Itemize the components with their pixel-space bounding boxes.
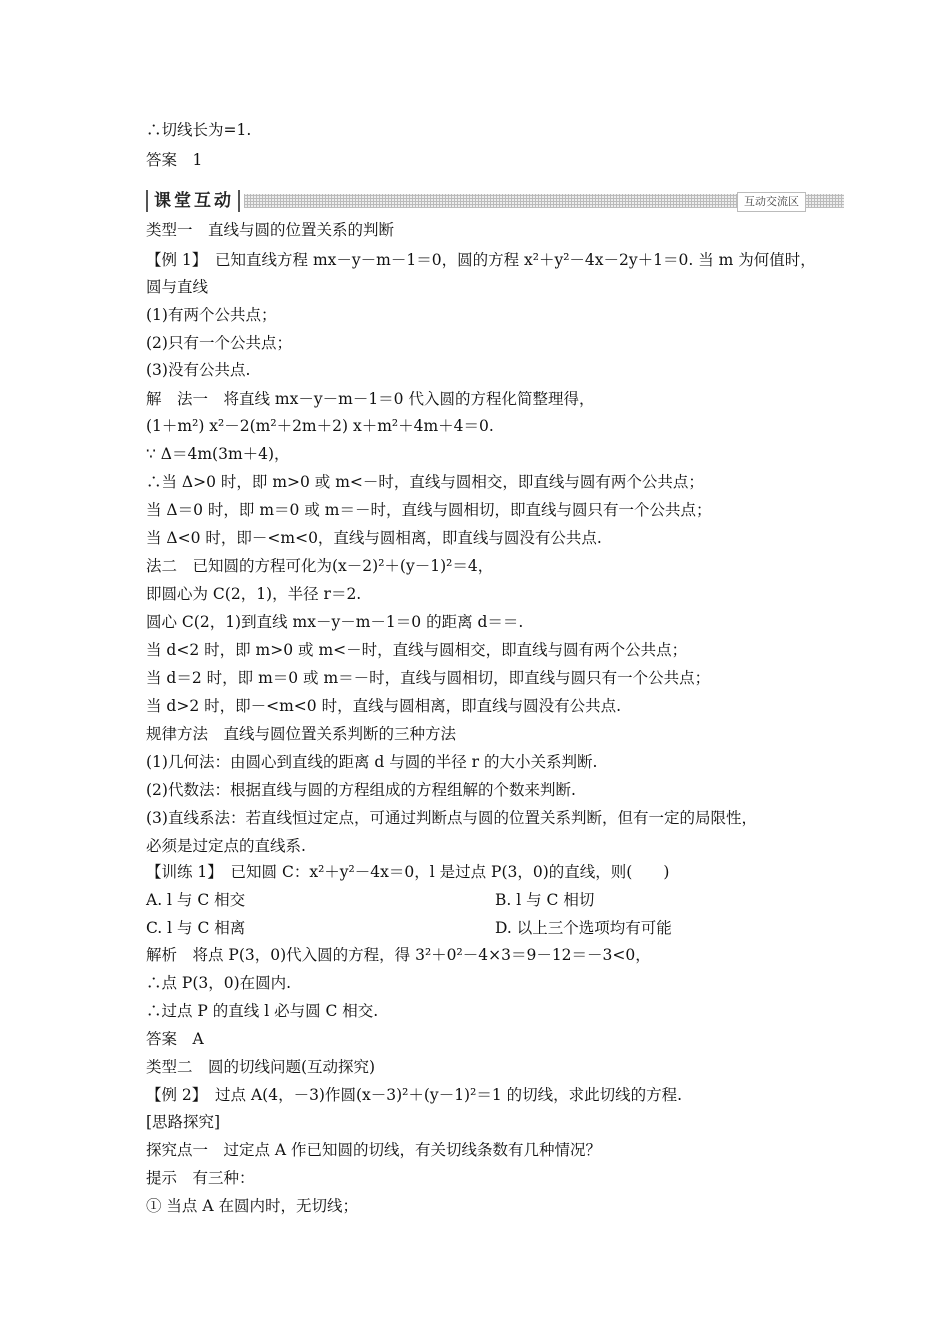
analysis-line: ∴点 P(3，0)在圆内. — [146, 974, 292, 992]
banner-tag: 互动交流区 — [737, 192, 806, 212]
hint-line: ① 当点 A 在圆内时，无切线； — [146, 1197, 358, 1215]
method-heading: 规律方法 直线与圆位置关系判断的三种方法 — [146, 725, 457, 743]
method-line: (3)直线系法：若直线恒过定点，可通过判断点与圆的位置关系判断，但有一定的局限性， — [146, 809, 757, 827]
question-line: (2)只有一个公共点； — [146, 334, 292, 352]
banner-title: 课堂互动 — [154, 191, 234, 211]
solution-line: 当 d>2 时，即－<m<0 时，直线与圆相离，即直线与圆没有公共点. — [146, 697, 622, 715]
example-line: 圆与直线 — [146, 278, 209, 296]
hint-line: 提示 有三种： — [146, 1169, 255, 1187]
option-a: A. l 与 C 相交 — [146, 891, 246, 909]
method-line: (1)几何法：由圆心到直线的距离 d 与圆的半径 r 的大小关系判断. — [146, 753, 598, 771]
option-c: C. l 与 C 相离 — [146, 919, 246, 937]
banner-bar — [238, 190, 240, 212]
option-b: B. l 与 C 相切 — [495, 891, 595, 909]
solution-line: 当 Δ<0 时，即－<m<0，直线与圆相离，即直线与圆没有公共点. — [146, 529, 602, 547]
text-line: ∴切线长为=1. — [146, 121, 252, 139]
answer-line: 答案 A — [146, 1030, 204, 1048]
solution-line: 圆心 C(2，1)到直线 mx－y－m－1＝0 的距离 d＝＝. — [146, 613, 524, 631]
section-banner — [146, 190, 806, 212]
option-d: D. 以上三个选项均有可能 — [495, 919, 672, 937]
solution-line: ∵ Δ＝4m(3m＋4)， — [146, 445, 290, 463]
solution-line: ∴当 Δ>0 时，即 m>0 或 m<－时，直线与圆相交，即直线与圆有两个公共点； — [146, 473, 704, 491]
thinking-label: [思路探究] — [146, 1113, 221, 1131]
banner-bar — [146, 190, 148, 212]
training-line: 【训练 1】 已知圆 C：x²＋y²－4x＝0，l 是过点 P(3，0)的直线，则( ) — [146, 863, 670, 881]
solution-line: 当 Δ＝0 时，即 m＝0 或 m＝－时，直线与圆相切，即直线与圆只有一个公共点； — [146, 501, 712, 519]
answer-line: 答案 1 — [146, 151, 203, 169]
analysis-line: 解析 将点 P(3，0)代入圆的方程，得 3²＋0²－4×3＝9－12＝－3<0， — [146, 946, 651, 964]
question-line: (3)没有公共点. — [146, 361, 251, 379]
question-line: (1)有两个公共点； — [146, 306, 277, 324]
method-line: (2)代数法：根据直线与圆的方程组成的方程组解的个数来判断. — [146, 781, 576, 799]
analysis-line: ∴过点 P 的直线 l 必与圆 C 相交. — [146, 1002, 379, 1020]
explore-line: 探究点一 过定点 A 作已知圆的切线，有关切线条数有几种情况？ — [146, 1141, 602, 1159]
example-line: 【例 2】 过点 A(4，－3)作圆(x－3)²＋(y－1)²＝1 的切线，求此切线的方程. — [146, 1086, 683, 1104]
solution-line: 当 d<2 时，即 m>0 或 m<－时，直线与圆相交，即直线与圆有两个公共点； — [146, 641, 688, 659]
solution-line: 解 法一 将直线 mx－y－m－1＝0 代入圆的方程化简整理得， — [146, 390, 595, 408]
solution-line: 即圆心为 C(2，1)，半径 r＝2. — [146, 585, 362, 603]
solution-line: 法二 已知圆的方程可化为(x－2)²＋(y－1)²＝4， — [146, 557, 494, 575]
solution-line: 当 d＝2 时，即 m＝0 或 m＝－时，直线与圆相切，即直线与圆只有一个公共点； — [146, 669, 711, 687]
type-heading: 类型一 直线与圆的位置关系的判断 — [146, 221, 395, 239]
type-heading: 类型二 圆的切线问题(互动探究) — [146, 1058, 376, 1076]
solution-line: (1＋m²) x²－2(m²＋2m＋2) x＋m²＋4m＋4＝0. — [146, 417, 494, 435]
example-line: 【例 1】 已知直线方程 mx－y－m－1＝0，圆的方程 x²＋y²－4x－2y＋1＝0. 当 m 为何值时， — [146, 251, 816, 269]
method-line: 必须是过定点的直线系. — [146, 837, 306, 855]
